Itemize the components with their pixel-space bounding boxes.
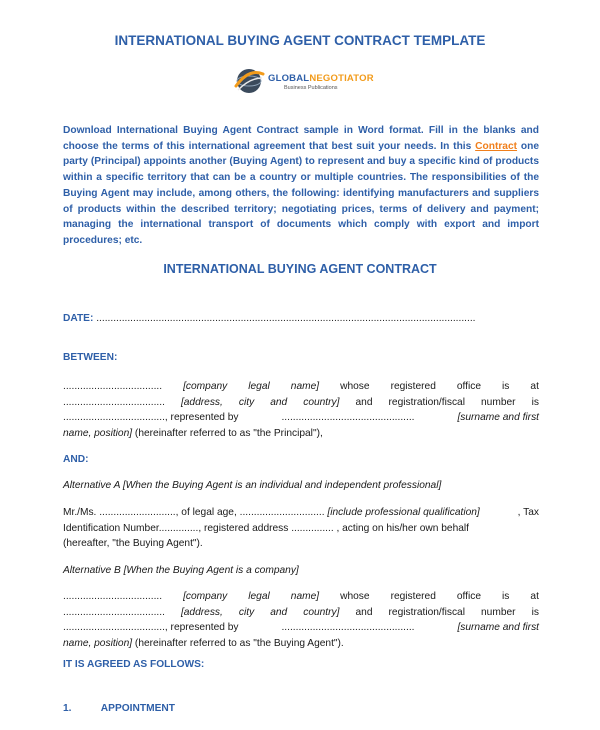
date-line [63,311,539,327]
principal-line-1: ................................... [company legal name] whose registered office is at [63,381,539,392]
individual-block [63,505,539,552]
principal-block [63,379,539,442]
contract-link[interactable]: Contract [475,140,518,152]
section-1-heading [63,701,539,717]
principal-line-3: ...................................., represented by ............................................... [surname and first [63,412,539,424]
individual-line-2: Identification Number.............., registered address ............... , acting on his/her own behalf [63,522,470,534]
between-label: BETWEEN: [63,352,118,363]
alternative-a-heading: Alternative A [When the Buying Agent is an individual and independent professional] [63,480,442,491]
section-number: 1. [63,703,72,714]
date-label: DATE: [63,313,94,324]
individual-line-3: (hereafter, "the Buying Agent"). [63,538,203,550]
principal-line-4: name, position] (hereinafter referred to as "the Principal"), [63,428,323,440]
company-block [63,589,539,652]
logo-tagline: Business Publications [284,85,338,91]
globe-logo-icon [232,64,266,98]
company-line-3: ...................................., represented by ............................................... [surname and first [63,622,539,634]
principal-line-2: .................................... [address, city and country] and registration/fiscal number is [63,396,539,408]
alternative-b-heading: Alternative B [When the Buying Agent is a company] [63,565,299,576]
company-line-4: name, position] (hereinafter referred to as "the Buying Agent"). [63,638,344,650]
document-title: INTERNATIONAL BUYING AGENT CONTRACT TEMPLATE [114,33,486,48]
and-label: AND: [63,454,89,465]
global-negotiator-logo [232,64,382,98]
logo-name: GLOBALNEGOTIATOR [268,73,374,84]
contract-title: INTERNATIONAL BUYING AGENT CONTRACT [163,262,437,276]
company-line-2: .................................... [address, city and country] and registration/fiscal number is [63,606,539,618]
section-title: APPOINTMENT [100,703,175,714]
date-field[interactable]: ...................................................................................................................................... [96,313,476,324]
agreed-label: IT IS AGREED AS FOLLOWS: [63,659,205,670]
intro-paragraph: Download International Buying Agent Contract sample in Word format. Fill in the blanks and choose the terms of this international agreement that best suit your needs. In this Contract one party (Principal) appoints another (Buying Agent) to represent and buy a specific kind of products within a specific territory that can be a country or multiple countries. The responsibilities of the Buying Agent may include, among others, the following: identifying manufacturers and suppliers of products within the described territory; negotiating prices, terms of delivery and payment; managing the international transport of documents which comply with export and import procedures; etc. [63,125,539,246]
individual-line-1: Mr./Ms. ..........................., of legal age, .............................. [include professional qualification] , Tax [63,507,539,518]
company-line-1: ................................... [company legal name] whose registered office is at [63,591,539,602]
